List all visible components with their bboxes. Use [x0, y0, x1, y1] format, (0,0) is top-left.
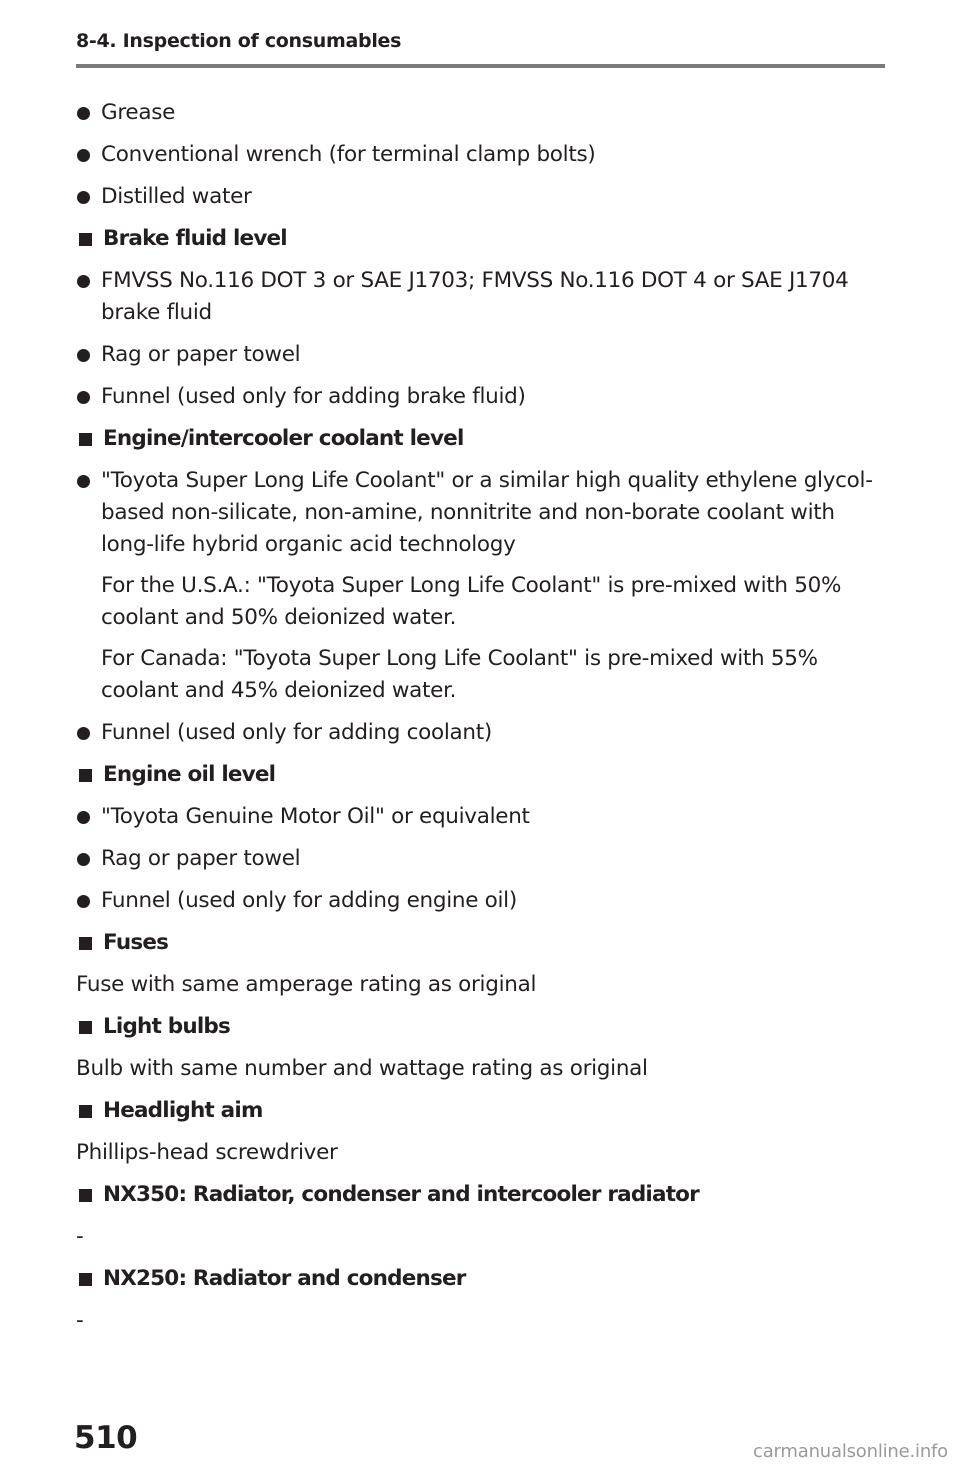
- bullet-dot-icon: [77, 895, 90, 908]
- section-heading: [76, 1179, 886, 1211]
- section-heading: [76, 1011, 886, 1043]
- watermark: carmanualsonline.info: [753, 1441, 948, 1462]
- bullet-dot-icon: [77, 811, 90, 824]
- bullet-item: [76, 885, 886, 917]
- page-content: [76, 97, 886, 1347]
- bullet-text: "Toyota Genuine Motor Oil" or equivalent: [101, 804, 530, 829]
- bullet-item: [76, 801, 886, 833]
- bullet-item: [76, 181, 886, 213]
- heading-text: NX250: Radiator and condenser: [103, 1266, 466, 1291]
- bullet-dot-icon: [77, 349, 90, 362]
- section-heading: [76, 223, 886, 255]
- bullet-item: [76, 843, 886, 875]
- square-bullet-icon: [79, 233, 92, 246]
- square-bullet-icon: [79, 1021, 92, 1034]
- heading-text: NX350: Radiator, condenser and intercooler radiator: [103, 1182, 699, 1207]
- bullet-dot-icon: [77, 107, 90, 120]
- bullet-text: Rag or paper towel: [101, 342, 301, 367]
- bullet-item: [76, 465, 886, 707]
- square-bullet-icon: [79, 1189, 92, 1202]
- heading-text: Engine/intercooler coolant level: [103, 426, 464, 451]
- bullet-item: [76, 97, 886, 129]
- bullet-text: FMVSS No.116 DOT 3 or SAE J1703; FMVSS No.116 DOT 4 or SAE J1704 brake fluid: [101, 268, 849, 325]
- paragraph: Fuse with same amperage rating as original: [76, 972, 537, 997]
- header-divider: [76, 64, 885, 68]
- page-number: 510: [74, 1420, 138, 1456]
- bullet-text: Funnel (used only for adding engine oil): [101, 888, 517, 913]
- square-bullet-icon: [79, 1273, 92, 1286]
- square-bullet-icon: [79, 937, 92, 950]
- heading-text: Fuses: [103, 930, 169, 955]
- bullet-dot-icon: [77, 853, 90, 866]
- bullet-dot-icon: [77, 727, 90, 740]
- section-heading: [76, 759, 886, 791]
- bullet-dot-icon: [77, 391, 90, 404]
- bullet-item: [76, 265, 886, 329]
- bullet-dot-icon: [77, 191, 90, 204]
- bullet-text: For Canada: "Toyota Super Long Life Coolant" is pre-mixed with 55% coolant and 45% deionized water.: [101, 646, 818, 703]
- section-heading: [76, 423, 886, 455]
- bullet-text: Funnel (used only for adding brake fluid): [101, 384, 526, 409]
- square-bullet-icon: [79, 433, 92, 446]
- bullet-item: [76, 139, 886, 171]
- bullet-dot-icon: [77, 149, 90, 162]
- bullet-text: Rag or paper towel: [101, 846, 301, 871]
- bullet-text: Conventional wrench (for terminal clamp bolts): [101, 142, 596, 167]
- paragraph: Phillips-head screwdriver: [76, 1140, 338, 1165]
- paragraph: -: [76, 1308, 84, 1333]
- bullet-text: Grease: [101, 100, 176, 125]
- heading-text: Headlight aim: [103, 1098, 263, 1123]
- section-header: 8-4. Inspection of consumables: [76, 30, 402, 52]
- bullet-dot-icon: [77, 275, 90, 288]
- section-heading: [76, 927, 886, 959]
- heading-text: Brake fluid level: [103, 226, 287, 251]
- bullet-text: "Toyota Super Long Life Coolant" or a similar high quality ethylene glycol-based non-silicate, non-amine, nonnitrite and non-borate coolant with long-life hybrid organic acid technology: [101, 468, 873, 557]
- bullet-item: [76, 717, 886, 749]
- paragraph: -: [76, 1224, 84, 1249]
- bullet-dot-icon: [77, 475, 90, 488]
- bullet-text: Funnel (used only for adding coolant): [101, 720, 492, 745]
- section-heading: [76, 1263, 886, 1295]
- heading-text: Light bulbs: [103, 1014, 230, 1039]
- bullet-item: [76, 339, 886, 371]
- bullet-text: For the U.S.A.: "Toyota Super Long Life Coolant" is pre-mixed with 50% coolant and 50% deionized water.: [101, 573, 842, 630]
- section-heading: [76, 1095, 886, 1127]
- bullet-item: [76, 381, 886, 413]
- heading-text: Engine oil level: [103, 762, 276, 787]
- square-bullet-icon: [79, 1105, 92, 1118]
- square-bullet-icon: [79, 769, 92, 782]
- bullet-text: Distilled water: [101, 184, 252, 209]
- paragraph: Bulb with same number and wattage rating as original: [76, 1056, 648, 1081]
